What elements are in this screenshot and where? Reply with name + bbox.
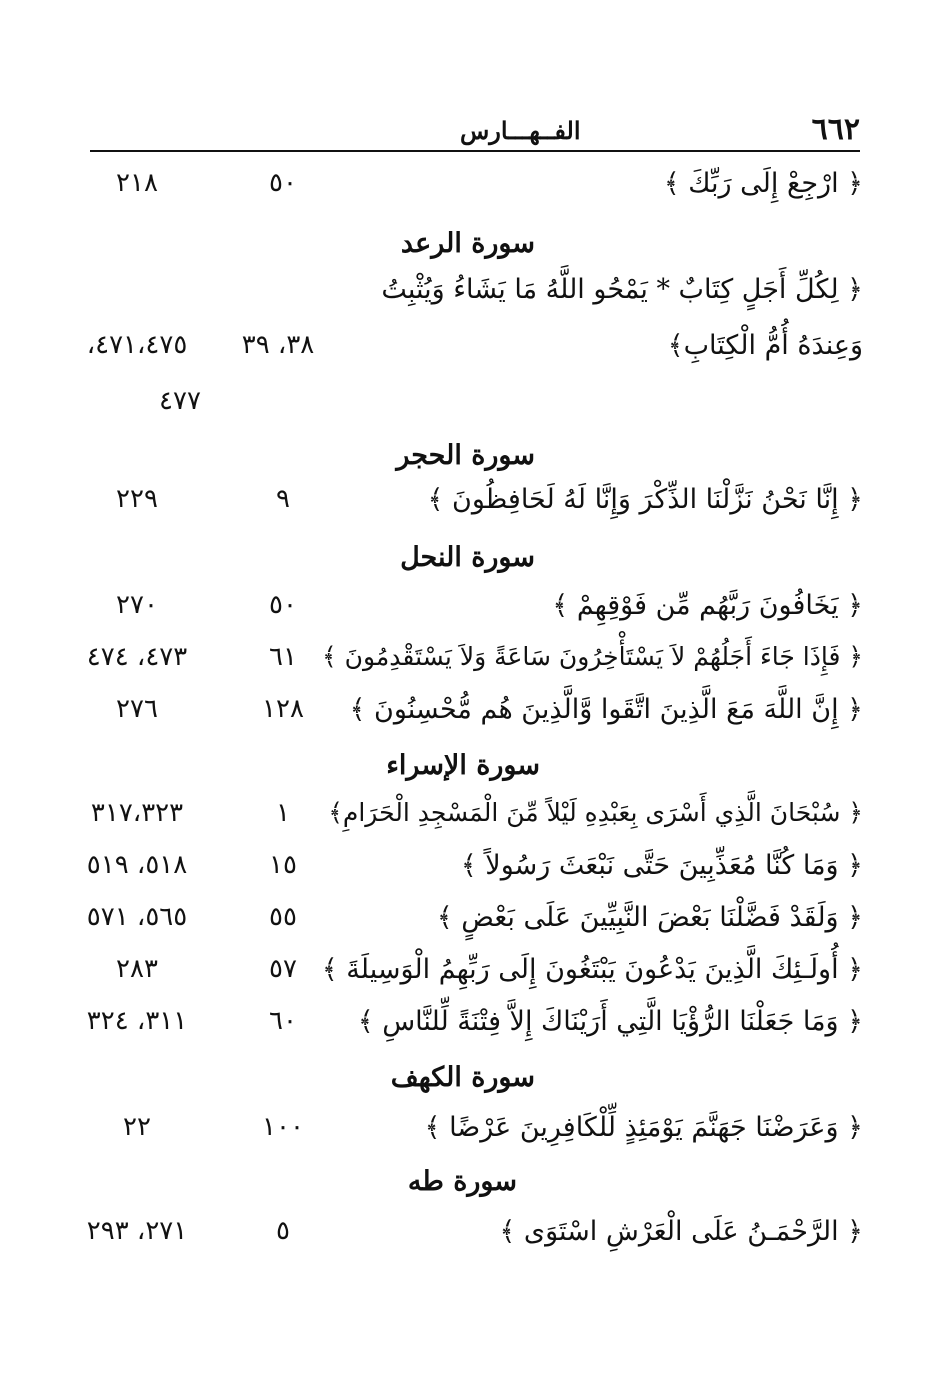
page-references: ٢٢٩ [116, 484, 158, 514]
verse-text: ﴿ وَعَرَضْنَا جَهَنَّمَ يَوْمَئِذٍ لِّلْكَافِرِينَ عَرْضًا ﴾ [424, 1112, 863, 1143]
page-header [90, 112, 860, 150]
page-references: ٤٧٧ [159, 386, 201, 416]
page-references: ٤٧٣، ٤٧٤ [86, 642, 188, 672]
index-entry [0, 954, 945, 1004]
page-references: ٢٨٣ [116, 954, 158, 984]
page-number: ٦٦٢ [811, 112, 860, 147]
ayah-number: ١٢٨ [262, 694, 304, 724]
verse-text: ﴿ لِكُلِّ أَجَلٍ كِتَابٌ * يَمْحُو اللَّهُ مَا يَشَاءُ وَيُثْبِتُ [381, 274, 863, 305]
index-entry [0, 1006, 945, 1056]
page-references: ٤٧١،٤٧٥، [86, 330, 188, 360]
ayah-number: ٥٧ [269, 954, 297, 984]
ayah-number: ٣٨، ٣٩ [241, 330, 315, 360]
index-entry [0, 798, 945, 848]
verse-text: ﴿ سُبْحَانَ الَّذِي أَسْرَى بِعَبْدِهِ لَيْلاً مِّنَ الْمَسْجِدِ الْحَرَامِ﴾ [328, 798, 863, 827]
index-entry [0, 1216, 945, 1266]
index-entry [0, 642, 945, 692]
page-references: ٥١٨، ٥١٩ [86, 850, 188, 880]
page-references: ٥٦٥، ٥٧١ [86, 902, 188, 932]
running-title: الفــهـــارس [460, 116, 581, 145]
verse-text: ﴿ فَإِذَا جَاءَ أَجَلُهُمْ لاَ يَسْتَأْخِرُونَ سَاعَةً وَلاَ يَسْتَقْدِمُونَ ﴾ [322, 642, 863, 671]
index-entry [0, 168, 945, 218]
surah-heading: سورة النحل [400, 542, 535, 573]
verse-text: ﴿ وَمَا كُنَّا مُعَذِّبِينَ حَتَّى نَبْعَثَ رَسُولاً ﴾ [460, 850, 863, 881]
verse-text: ﴿ أُولَـئِكَ الَّذِينَ يَدْعُونَ يَبْتَغُونَ إِلَى رَبِّهِمُ الْوَسِيلَةَ ﴾ [321, 954, 863, 985]
ayah-number: ٥٠ [269, 168, 297, 198]
verse-text: ﴿ إِنَّ اللَّهَ مَعَ الَّذِينَ اتَّقَوا وَّالَّذِينَ هُم مُّحْسِنُونَ ﴾ [349, 694, 863, 725]
verse-text: ﴿ الرَّحْمَـنُ عَلَى الْعَرْشِ اسْتَوَى ﴾ [499, 1216, 863, 1247]
index-entry [0, 330, 945, 380]
ayah-number: ٥ [276, 1216, 290, 1246]
surah-heading: سورة الإسراء [386, 750, 540, 781]
index-entry [0, 484, 945, 534]
index-entry [0, 274, 945, 324]
ayah-number: ١ [276, 798, 290, 828]
index-entry [0, 850, 945, 900]
index-entry [0, 694, 945, 744]
surah-heading: سورة الكهف [390, 1062, 535, 1093]
page-references: ٢٢ [123, 1112, 151, 1142]
page-references: ٢٧٠ [116, 590, 158, 620]
ayah-number: ٩ [276, 484, 290, 514]
page-references: ٣١١، ٣٢٤ [86, 1006, 188, 1036]
surah-heading: سورة طه [407, 1166, 517, 1197]
verse-text: وَعِندَهُ أُمُّ الْكِتَابِ﴾ [667, 330, 863, 361]
index-entry [0, 902, 945, 952]
header-rule [90, 150, 860, 152]
ayah-number: ٦٠ [269, 1006, 297, 1036]
verse-text: ﴿ ارْجِعْ إِلَى رَبِّكَ ﴾ [663, 168, 863, 199]
index-entry [0, 1112, 945, 1162]
ayah-number: ٥٥ [269, 902, 297, 932]
index-entry [0, 590, 945, 640]
ayah-number: ٥٠ [269, 590, 297, 620]
verse-text: ﴿ إِنَّا نَحْنُ نَزَّلْنَا الذِّكْرَ وَإِنَّا لَهُ لَحَافِظُونَ ﴾ [427, 484, 863, 515]
verse-text: ﴿ يَخَافُونَ رَبَّهُم مِّن فَوْقِهِمْ ﴾ [552, 590, 863, 621]
surah-heading: سورة الحجر [396, 440, 535, 471]
ayah-number: ١٠٠ [262, 1112, 304, 1142]
page-references: ٢١٨ [116, 168, 158, 198]
ayah-number: ١٥ [269, 850, 297, 880]
page-references: ٢٧٦ [116, 694, 158, 724]
page-references: ٣١٧،٣٢٣ [90, 798, 184, 828]
surah-heading: سورة الرعد [400, 228, 535, 259]
verse-text: ﴿ وَمَا جَعَلْنَا الرُّؤْيَا الَّتِي أَرَيْنَاكَ إِلاَّ فِتْنَةً لِّلنَّاسِ ﴾ [357, 1006, 863, 1037]
page-references: ٢٧١، ٢٩٣ [86, 1216, 188, 1246]
ayah-number: ٦١ [269, 642, 297, 672]
index-entry [0, 386, 945, 436]
verse-text: ﴿ وَلَقَدْ فَضَّلْنَا بَعْضَ النَّبِيِّينَ عَلَى بَعْضٍ ﴾ [436, 902, 863, 933]
